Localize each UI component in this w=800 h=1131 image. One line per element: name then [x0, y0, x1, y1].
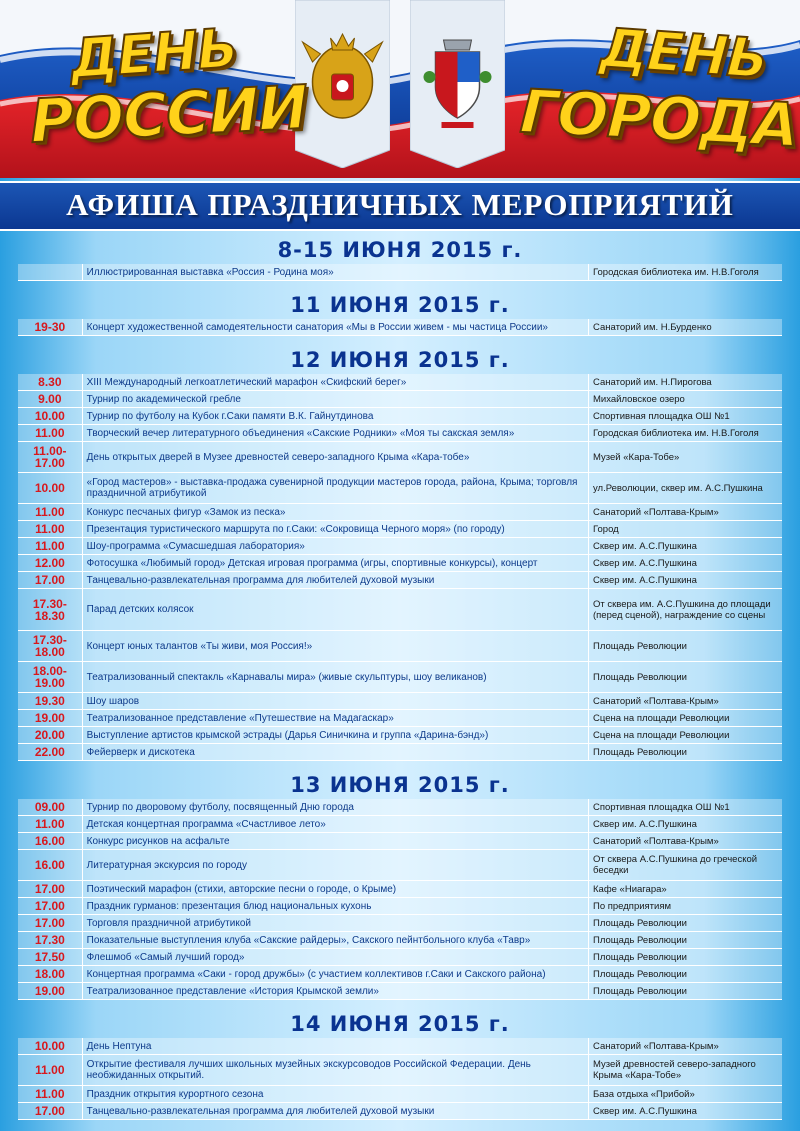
event-row	[18, 949, 782, 966]
event-row	[18, 521, 782, 538]
event-time: 17.00	[34, 899, 65, 913]
event-place: Музей древностей северо-западного Крыма «Кара-Тобе»	[593, 1059, 756, 1081]
event-place: Спортивная площадка ОШ №1	[593, 410, 730, 422]
event-time: 11.00	[35, 1063, 65, 1077]
event-place: Площадь Революции	[593, 985, 687, 997]
poster-header	[0, 0, 800, 178]
event-description: Концертная программа «Саки - город дружбы» (с участием коллективов г.Саки и Сакского района)	[82, 966, 589, 982]
event-description: Открытие фестиваля лучших школьных музейных экскурсоводов Российской Федерации. День необжиданных открытий.	[82, 1055, 589, 1085]
event-time: 8.30	[38, 375, 62, 389]
event-row	[18, 374, 782, 391]
event-time: 17.00	[34, 573, 65, 587]
event-time: 17.30- 18.30	[32, 596, 67, 623]
event-time: 22.00	[34, 745, 65, 759]
event-description: Литературная экскурсия по городу	[82, 850, 589, 880]
event-row	[18, 710, 782, 727]
event-place: Площадь Революции	[593, 640, 687, 652]
event-row	[18, 662, 782, 693]
event-place: От сквера А.С.Пушкина до греческой беседки	[593, 854, 758, 876]
event-time: 11.00	[35, 522, 65, 536]
event-time: 18.00- 19.00	[32, 664, 67, 690]
event-time: 16.00	[34, 834, 65, 848]
event-description: Танцевально-развлекательная программа для любителей духовой музыки	[82, 572, 589, 588]
event-row	[18, 1038, 782, 1055]
event-row	[18, 932, 782, 949]
event-place: Сквер им. А.С.Пушкина	[593, 818, 697, 830]
event-description: Концерт художественной самодеятельности санатория «Мы в России живем - мы частица России»	[82, 319, 589, 335]
event-place: Санаторий «Полтава-Крым»	[593, 1040, 719, 1052]
event-place: Площадь Революции	[593, 746, 687, 758]
event-row	[18, 1103, 782, 1120]
event-description: Театрализованное представление «Путешествие на Мадагаскар»	[82, 710, 589, 726]
event-row	[18, 408, 782, 425]
event-time: 11.00	[35, 539, 65, 553]
event-time: 17.30- 18.00	[32, 633, 67, 659]
event-place: Кафе «Ниагара»	[593, 883, 667, 895]
event-place: Санаторий «Полтава-Крым»	[593, 506, 719, 518]
event-place: Площадь Революции	[593, 671, 687, 683]
event-description: Показательные выступления клуба «Сакские райдеры», Сакского пейнтбольного клуба «Тавр»	[82, 932, 589, 948]
event-place: Санаторий им. Н.Бурденко	[593, 321, 712, 333]
event-row	[18, 425, 782, 442]
event-place: Сквер им. А.С.Пушкина	[593, 540, 697, 552]
event-description: Поэтический марафон (стихи, авторские песни о городе, о Крыме)	[82, 881, 589, 897]
event-time: 11.00	[35, 1087, 65, 1101]
event-row	[18, 319, 782, 336]
event-description: Театрализованный спектакль «Карнавалы мира» (живые скульптуры, шоу великанов)	[82, 662, 589, 692]
event-time: 17.30	[34, 933, 65, 947]
event-description: Турнир по академической гребле	[82, 391, 589, 407]
event-description: Праздник открытия курортного сезона	[82, 1086, 589, 1102]
event-time: 19.30	[34, 694, 65, 708]
event-description: Иллюстрированная выставка «Россия - Родина моя»	[82, 264, 589, 280]
event-description: Флешмоб «Самый лучший город»	[82, 949, 589, 965]
event-place: Сквер им. А.С.Пушкина	[593, 1105, 697, 1117]
event-description: Фейерверк и дискотека	[82, 744, 589, 760]
event-place: Музей «Кара-Тобе»	[593, 451, 680, 463]
event-row	[18, 1086, 782, 1103]
event-description: Детская концертная программа «Счастливое лето»	[82, 816, 589, 832]
den-right-word: ДЕНЬ	[598, 16, 770, 91]
event-place: Санаторий «Полтава-Крым»	[593, 835, 719, 847]
event-place: От сквера им. А.С.Пушкина до площади (перед сценой), награждение со сцены	[593, 598, 771, 621]
event-time: 19.00	[34, 711, 65, 725]
event-description: «Город мастеров» - выставка-продажа сувенирной продукции мастеров города, района, Крыма; торговля праздничной атрибутикой	[82, 473, 589, 503]
day-date-heading: 14 ИЮНЯ 2015 г.	[290, 1012, 510, 1036]
event-time: 10.00	[34, 1039, 65, 1053]
event-place: По предприятиям	[593, 900, 672, 912]
event-row	[18, 589, 782, 631]
event-time: 10.00	[34, 409, 65, 423]
event-description: XIII Международный легкоатлетический марафон «Скифский берег»	[82, 374, 589, 390]
event-description: День Нептуна	[82, 1038, 589, 1054]
event-row	[18, 850, 782, 881]
city-coat-of-arms-icon	[410, 0, 505, 168]
event-row	[18, 538, 782, 555]
event-row	[18, 1055, 782, 1086]
event-row	[18, 572, 782, 589]
event-description: Турнир по футболу на Кубок г.Саки памяти В.К. Гайнутдинова	[82, 408, 589, 424]
event-description: Презентация туристического маршрута по г.Саки: «Сокровища Черного моря» (по городу)	[82, 521, 589, 537]
event-row	[18, 816, 782, 833]
event-time: 09.00	[34, 800, 65, 814]
event-description: Конкурс песчаных фигур «Замок из песка»	[82, 504, 589, 520]
event-place: Сцена на площади Революции	[593, 712, 730, 724]
event-place: База отдыха «Прибой»	[593, 1088, 695, 1100]
event-description: Шоу-программа «Сумасшедшая лаборатория»	[82, 538, 589, 554]
event-time: 17.00	[34, 916, 65, 930]
event-place: Сквер им. А.С.Пушкина	[593, 557, 697, 569]
event-time: 17.50	[34, 950, 65, 964]
event-description: День открытых дверей в Музее древностей северо-западного Крыма «Кара-тобе»	[82, 442, 589, 472]
event-time: 18.00	[34, 967, 65, 981]
event-row	[18, 915, 782, 932]
event-place: Санаторий «Полтава-Крым»	[593, 695, 719, 707]
event-time: 17.00	[34, 882, 65, 896]
event-place: Санаторий им. Н.Пирогова	[593, 376, 712, 388]
event-time: 10.00	[34, 481, 65, 495]
event-description: Турнир по дворовому футболу, посвященный Дню города	[82, 799, 589, 815]
event-place: ул.Революции, сквер им. А.С.Пушкина	[593, 482, 763, 494]
event-description: Шоу шаров	[82, 693, 589, 709]
event-row	[18, 555, 782, 572]
event-time: 11.00	[35, 817, 65, 831]
event-row	[18, 744, 782, 761]
event-row	[18, 631, 782, 662]
day-date-heading: 13 ИЮНЯ 2015 г.	[290, 773, 510, 797]
event-description: Парад детских колясок	[82, 589, 589, 630]
event-row	[18, 473, 782, 504]
event-row	[18, 881, 782, 898]
event-row	[18, 833, 782, 850]
event-description: Творческий вечер литературного объединения «Сакские Родники» «Моя ты сакская земля»	[82, 425, 589, 441]
event-place: Город	[593, 523, 619, 535]
event-time: 11.00- 17.00	[33, 444, 67, 470]
event-description: Торговля праздничной атрибутикой	[82, 915, 589, 931]
event-place: Площадь Революции	[593, 968, 687, 980]
event-row	[18, 799, 782, 816]
poster-title: АФИША ПРАЗДНИЧНЫХ МЕРОПРИЯТИЙ	[66, 187, 734, 222]
event-place: Сцена на площади Революции	[593, 729, 730, 741]
day-date-heading: 12 ИЮНЯ 2015 г.	[290, 348, 510, 372]
event-row	[18, 504, 782, 521]
event-time: 19.00	[34, 984, 65, 998]
event-row	[18, 966, 782, 983]
title-bar	[0, 181, 800, 231]
den-left-word: ДЕНЬ	[68, 16, 240, 91]
event-place: Спортивная площадка ОШ №1	[593, 801, 730, 813]
event-row	[18, 391, 782, 408]
event-time: 16.00	[34, 858, 65, 872]
event-place: Сквер им. А.С.Пушкина	[593, 574, 697, 586]
event-place: Площадь Революции	[593, 951, 687, 963]
event-place: Городская библиотека им. Н.В.Гоголя	[593, 266, 759, 278]
event-description: Выступление артистов крымской эстрады (Дарья Синичкина и группа «Дарина-бэнд»)	[82, 727, 589, 743]
event-description: Конкурс рисунков на асфальте	[82, 833, 589, 849]
event-time: 19-30	[34, 320, 66, 334]
event-time: 12.00	[34, 556, 65, 570]
russia-coat-of-arms-icon	[295, 0, 390, 168]
event-description: Театрализованное представление «История Крымской земли»	[82, 983, 589, 999]
event-description: Танцевально-развлекательная программа для любителей духовой музыки	[82, 1103, 589, 1119]
event-place: Площадь Революции	[593, 934, 687, 946]
rossii-word: РОССИИ	[28, 72, 310, 158]
event-time: 9.00	[38, 392, 62, 406]
event-row	[18, 898, 782, 915]
event-time: 11.00	[35, 505, 65, 519]
event-row	[18, 983, 782, 1000]
event-place: Площадь Революции	[593, 917, 687, 929]
event-description: Праздник гурманов: презентация блюд национальных кухонь	[82, 898, 589, 914]
day-date-heading: 8-15 ИЮНЯ 2015 г.	[277, 238, 523, 262]
event-description: Фотосушка «Любимый город» Детская игровая программа (игры, спортивные конкурсы), концерт	[82, 555, 589, 571]
event-row	[18, 442, 782, 473]
event-time: 17.00	[34, 1104, 65, 1118]
schedule	[18, 232, 782, 1120]
goroda-word: ГОРОДА	[518, 76, 800, 162]
event-time: 11.00	[35, 426, 65, 440]
event-place: Михайловское озеро	[593, 393, 685, 405]
event-row	[18, 264, 782, 281]
event-row	[18, 693, 782, 710]
event-description: Концерт юных талантов «Ты живи, моя Россия!»	[82, 631, 589, 661]
day-date-heading: 11 ИЮНЯ 2015 г.	[290, 293, 510, 317]
event-time: 20.00	[34, 728, 65, 742]
event-row	[18, 727, 782, 744]
event-place: Городская библиотека им. Н.В.Гоголя	[593, 427, 759, 439]
